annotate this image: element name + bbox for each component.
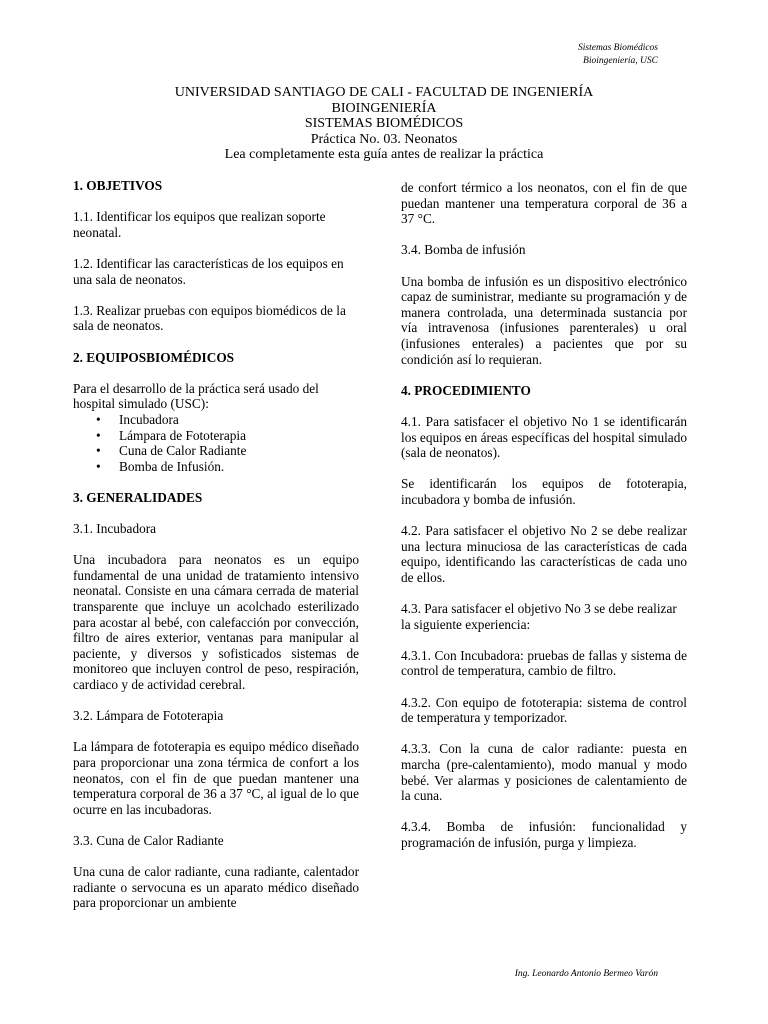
left-column (73, 178, 359, 927)
paragraph-cuna: Una cuna de calor radiante, cuna radiante, calentador radiante o servocuna es un aparato médico diseñado para proporcionar un ambiente (73, 864, 359, 911)
procedure-4-3-2: 4.3.2. Con equipo de fototerapia: sistema de control de temperatura y temporizador. (401, 694, 687, 726)
footer-author: Ing. Leonardo Antonio Bermeo Varón (514, 969, 658, 979)
section-procedimiento: 4. PROCEDIMIENTO (401, 382, 531, 398)
paragraph-bomba: Una bomba de infusión es un dispositivo electrónico capaz de suministrar, mediante su programación y de manera controlada, una determinada sustancia por vía intravenosa (infusiones parenterales) u oral (infusiones enterales) a pacientes que por su condición así lo requieran. (401, 273, 687, 367)
paragraph-fototerapia: La lámpara de fototerapia es equipo médico diseñado para proporcionar una zona térmica de confort a los neonatos, con el fin de que puedan mantener una temperatura corporal de 36 a 37 °C, al igual de lo que ocurre en las incubadoras. (73, 739, 359, 817)
header-course: Sistemas Biomédicos (578, 43, 658, 53)
subsection-incubadora: 3.1. Incubadora (73, 521, 157, 537)
subsection-fototerapia: 3.2. Lámpara de Fototerapia (73, 708, 224, 724)
procedure-4-3-1: 4.3.1. Con Incubadora: pruebas de fallas y sistema de control de temperatura, cambio de filtro. (401, 647, 687, 679)
procedure-4-3: 4.3. Para satisfacer el objetivo No 3 se debe realizar la siguiente experiencia: (401, 601, 677, 632)
subsection-cuna: 3.3. Cuna de Calor Radiante (73, 832, 224, 848)
list-item: • Bomba de Infusión. (119, 459, 359, 475)
title-university: UNIVERSIDAD SANTIAGO DE CALI - FACULTAD DE INGENIERÍA (174, 85, 594, 100)
paragraph-cuna-continued: de confort térmico a los neonatos, con el fin de que puedan mantener una temperatura corporal de 36 a 37 °C. (401, 180, 687, 227)
procedure-4-1: 4.1. Para satisfacer el objetivo No 1 se identificarán los equipos en áreas específicas del hospital simulado (sala de neonatos). (401, 413, 687, 461)
equipos-intro: Para el desarrollo de la práctica será usado del hospital simulado (USC): (73, 380, 319, 412)
procedure-4-2: 4.2. Para satisfacer el objetivo No 2 se debe realizar una lectura minuciosa de las características de cada equipo, identificando las características de cada uno de ellos. (401, 523, 687, 585)
section-equipos: 2. EQUIPOSBIOMÉDICOS (73, 349, 235, 365)
list-item: • Incubadora (119, 412, 359, 428)
objective-1: 1.1. Identificar los equipos que realizan soporte neonatal. (73, 209, 326, 240)
section-generalidades: 3. GENERALIDADES (73, 489, 203, 505)
right-column (401, 180, 687, 866)
list-item: • Lámpara de Fototerapia (119, 428, 359, 444)
title-block (0, 85, 768, 163)
header-program: Bioingeniería, USC (583, 56, 658, 66)
list-item: • Cuna de Calor Radiante (119, 443, 359, 459)
title-course: SISTEMAS BIOMÉDICOS (304, 116, 464, 131)
objective-2: 1.2. Identificar las características de los equipos en una sala de neonatos. (73, 255, 344, 287)
title-program: BIOINGENIERÍA (331, 100, 437, 116)
procedure-4-3-3: 4.3.3. Con la cuna de calor radiante: puesta en marcha (pre-calentamiento), modo manual y modo bebé. Ver alarmas y posiciones de calentamiento de la cuna. (401, 741, 687, 804)
title-practice: Práctica No. 03. Neonatos (310, 131, 458, 147)
title-instruction: Lea completamente esta guía antes de realizar la práctica (224, 147, 544, 162)
section-objetivos: 1. OBJETIVOS (73, 178, 163, 193)
objective-3: 1.3. Realizar pruebas con equipos biomédicos de la sala de neonatos. (73, 302, 346, 334)
equipment-list (73, 412, 359, 474)
procedure-4-1-b: Se identificarán los equipos de fototerapia, incubadora y bomba de infusión. (401, 476, 687, 507)
running-header (578, 42, 658, 68)
procedure-4-3-4: 4.3.4. Bomba de infusión: funcionalidad y programación de infusión, purga y limpieza. (401, 819, 687, 850)
subsection-bomba: 3.4. Bomba de infusión (401, 242, 526, 258)
paragraph-incubadora: Una incubadora para neonatos es un equipo fundamental de una unidad de tratamiento intensivo neonatal. Consiste en una cámara cerrada de material transparente que incluye un acolchado esterilizado para acostar al bebé, con calefacción por convección, filtro de aires exterior, ventanas para manipular al paciente, y diversos y sofisticados sistemas de monitoreo que incluyen control de peso, respiración, cardiaco y de actividad cerebral. (73, 552, 359, 692)
